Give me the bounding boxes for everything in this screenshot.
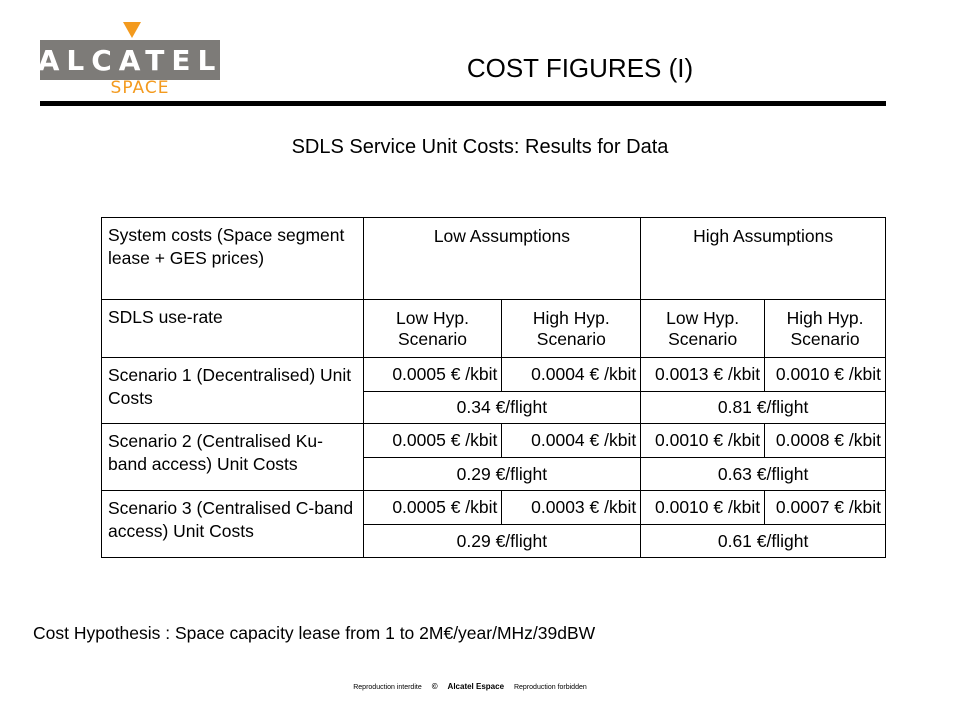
row-label-scenario-1: Scenario 1 (Decentralised) Unit Costs: [102, 358, 364, 424]
table-row: [102, 424, 886, 458]
page-title: COST FIGURES (I): [466, 53, 694, 83]
value-cell: 0.0003 € /kbit: [502, 491, 641, 525]
flight-cost-high: 0.61 €/flight: [641, 525, 886, 558]
flight-cost-low: 0.29 €/flight: [363, 458, 641, 491]
flight-cost-low: 0.34 €/flight: [363, 392, 641, 424]
logo-bar: [37, 40, 223, 80]
table-row: [102, 358, 886, 392]
table-row: [102, 300, 886, 358]
flight-cost-high: 0.81 €/flight: [641, 392, 886, 424]
value-cell: 0.0004 € /kbit: [502, 358, 641, 392]
flight-cost-high: 0.63 €/flight: [641, 458, 886, 491]
value-cell: 0.0005 € /kbit: [363, 358, 502, 392]
value-cell: 0.0007 € /kbit: [765, 491, 886, 525]
value-cell: 0.0005 € /kbit: [363, 424, 502, 458]
header-high-assumptions: High Assumptions: [641, 218, 886, 300]
alcatel-space-logo: [37, 20, 223, 98]
header-low-assumptions: Low Assumptions: [363, 218, 641, 300]
cost-hypothesis-note: Cost Hypothesis : Space capacity lease from 1 to 2M€/year/MHz/39dBW: [33, 623, 596, 643]
value-cell: 0.0013 € /kbit: [641, 358, 765, 392]
header-low-hyp: Low Hyp. Scenario: [641, 300, 765, 358]
row-label-scenario-2: Scenario 2 (Centralised Ku-band access) Unit Costs: [102, 424, 364, 491]
title-divider: [40, 101, 886, 106]
logo-word: ALCATEL: [37, 43, 223, 77]
header-low-hyp: Low Hyp. Scenario: [363, 300, 502, 358]
value-cell: 0.0004 € /kbit: [502, 424, 641, 458]
footer-brand: Alcatel Espace: [447, 682, 505, 691]
value-cell: 0.0010 € /kbit: [641, 424, 765, 458]
logo-subtext: SPACE: [110, 78, 170, 98]
table-row: [102, 491, 886, 525]
logo-triangle-icon: [123, 22, 141, 38]
footer-right-text: Reproduction forbidden: [513, 684, 587, 691]
row-label-system-costs: System costs (Space segment lease + GES prices): [102, 218, 364, 300]
flight-cost-low: 0.29 €/flight: [363, 525, 641, 558]
table-row: [102, 218, 886, 300]
cost-table: [101, 217, 886, 558]
header-high-hyp: High Hyp. Scenario: [502, 300, 641, 358]
row-label-scenario-3: Scenario 3 (Centralised C-band access) Unit Costs: [102, 491, 364, 558]
value-cell: 0.0010 € /kbit: [765, 358, 886, 392]
value-cell: 0.0010 € /kbit: [641, 491, 765, 525]
footer-left-text: Reproduction interdite: [353, 684, 422, 691]
value-cell: 0.0008 € /kbit: [765, 424, 886, 458]
page-subtitle: SDLS Service Unit Costs: Results for Data: [291, 136, 669, 158]
row-label-use-rate: SDLS use-rate: [102, 300, 364, 358]
header-high-hyp: High Hyp. Scenario: [765, 300, 886, 358]
footer: [300, 682, 640, 691]
value-cell: 0.0005 € /kbit: [363, 491, 502, 525]
footer-copyright: ©: [431, 682, 438, 691]
